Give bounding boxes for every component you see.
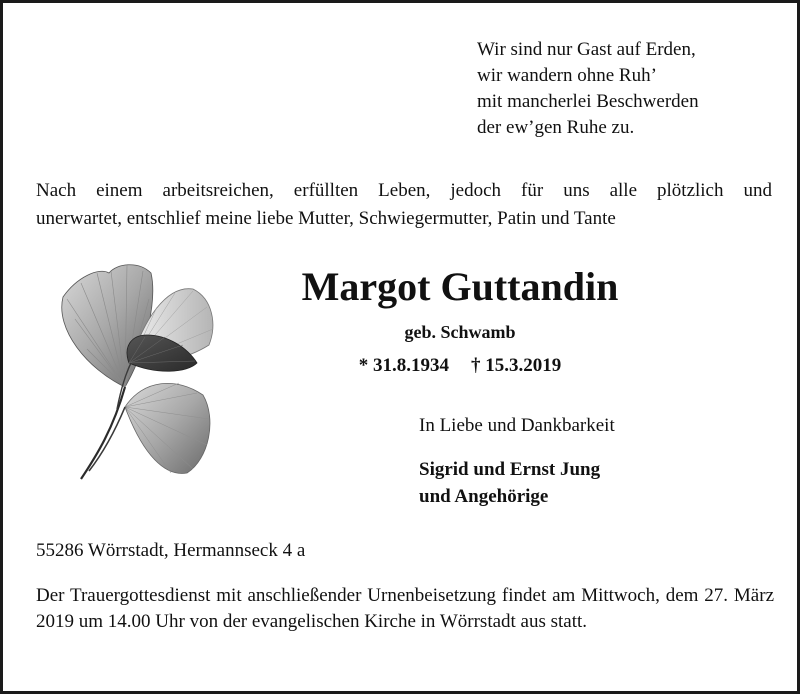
poem-verse — [477, 37, 777, 141]
signer-line: und Angehörige — [419, 486, 549, 507]
death-date: † 15.3.2019 — [471, 355, 562, 376]
deceased-name: Margot Guttandin — [301, 264, 619, 309]
birth-date: * 31.8.1934 — [358, 355, 449, 376]
intro-text — [36, 177, 772, 233]
address: 55286 Wörrstadt, Hermannseck 4 a — [36, 540, 306, 561]
poem-line: mit mancherlei Beschwerden — [477, 91, 699, 112]
poem-line: der ew’gen Ruhe zu. — [477, 117, 635, 138]
poem-line: wir wandern ohne Ruh’ — [477, 65, 657, 86]
ginkgo-leaf-icon — [47, 259, 223, 485]
intro-line: unerwartet, entschlief meine liebe Mutter, Schwiegermutter, Patin und Tante — [36, 208, 616, 229]
maiden-name: geb. Schwamb — [404, 322, 516, 342]
poem-line: Wir sind nur Gast auf Erden, — [477, 39, 696, 60]
signers — [419, 456, 759, 510]
service-notice: Der Trauergottesdienst mit anschließender Urnenbeisetzung findet am Mittwoch, dem 27. März 2019 um 14.00 Uhr von der evangelischen Kirche in Wörrstadt aus statt. — [36, 585, 774, 632]
life-dates — [265, 353, 655, 379]
closing-phrase: In Liebe und Dankbarkeit — [419, 415, 615, 436]
signer-line: Sigrid und Ernst Jung — [419, 459, 601, 480]
intro-line: Nach einem arbeitsreichen, erfüllten Leben, jedoch für uns alle plötzlich und — [36, 180, 772, 201]
